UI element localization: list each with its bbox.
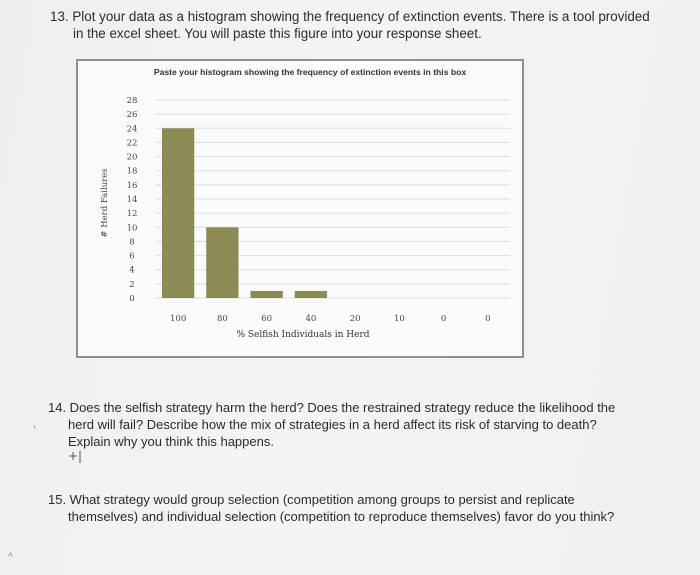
question-14 xyxy=(48,399,668,450)
y-tick-label: 8 xyxy=(129,237,135,248)
text-cursor: +| xyxy=(68,449,83,463)
histogram-bar xyxy=(295,291,327,298)
y-tick-label: 12 xyxy=(126,209,138,220)
question-15 xyxy=(48,491,668,525)
y-axis-label: # Herd Failures xyxy=(100,168,110,238)
y-tick-label: 24 xyxy=(126,124,138,135)
x-tick-label: 100 xyxy=(170,314,187,324)
margin-tick: , xyxy=(33,418,37,430)
question-13-line-2: in the excel sheet. You will paste this figure into your response sheet. xyxy=(73,26,482,41)
x-tick-label: 0 xyxy=(485,314,491,324)
y-tick-label: 28 xyxy=(126,96,138,106)
y-tick-label: 22 xyxy=(126,138,138,149)
x-tick-label: 40 xyxy=(305,314,317,324)
y-tick-label: 20 xyxy=(126,152,138,163)
y-tick-label: 26 xyxy=(126,110,138,121)
histogram-box xyxy=(76,59,524,358)
x-axis-label: % Selfish Individuals in Herd xyxy=(236,330,370,340)
question-15-line-2: themselves) and individual selection (competition to reproduce themselves) favor do you think? xyxy=(68,509,615,524)
histogram-chart xyxy=(78,61,522,356)
y-tick-label: 16 xyxy=(126,180,138,191)
y-tick-label: 10 xyxy=(126,223,138,234)
y-tick-label: 4 xyxy=(129,265,135,276)
question-14-line-2: herd will fail? Describe how the mix of strategies in a herd affect its risk of starving to death? xyxy=(68,417,597,432)
x-tick-label: 0 xyxy=(440,314,447,324)
x-tick-label: 60 xyxy=(261,314,273,324)
question-14-line-3: Explain why you think this happens. xyxy=(68,434,274,449)
histogram-bar xyxy=(206,227,238,298)
x-tick-label: 10 xyxy=(393,314,405,324)
chart-title: Paste your histogram showing the frequency of extinction events in this box xyxy=(153,67,467,77)
question-15-line-1: 15. What strategy would group selection (competition among groups to persist and replicate xyxy=(48,492,575,507)
corner-mark: ^ xyxy=(8,552,13,563)
y-tick-label: 0 xyxy=(129,294,135,304)
histogram-bar xyxy=(162,128,194,298)
histogram-bar xyxy=(250,291,282,298)
x-tick-label: 20 xyxy=(349,314,361,324)
y-tick-label: 2 xyxy=(129,279,135,290)
y-tick-label: 18 xyxy=(126,166,138,177)
question-13 xyxy=(50,8,680,42)
y-tick-label: 6 xyxy=(129,251,135,262)
y-tick-label: 14 xyxy=(126,195,138,205)
question-13-line-1: 13. Plot your data as a histogram showing the frequency of extinction events. There is a tool provided xyxy=(50,9,650,24)
x-tick-label: 80 xyxy=(216,314,228,324)
question-14-line-1: 14. Does the selfish strategy harm the herd? Does the restrained strategy reduce the likelihood the xyxy=(48,400,616,415)
